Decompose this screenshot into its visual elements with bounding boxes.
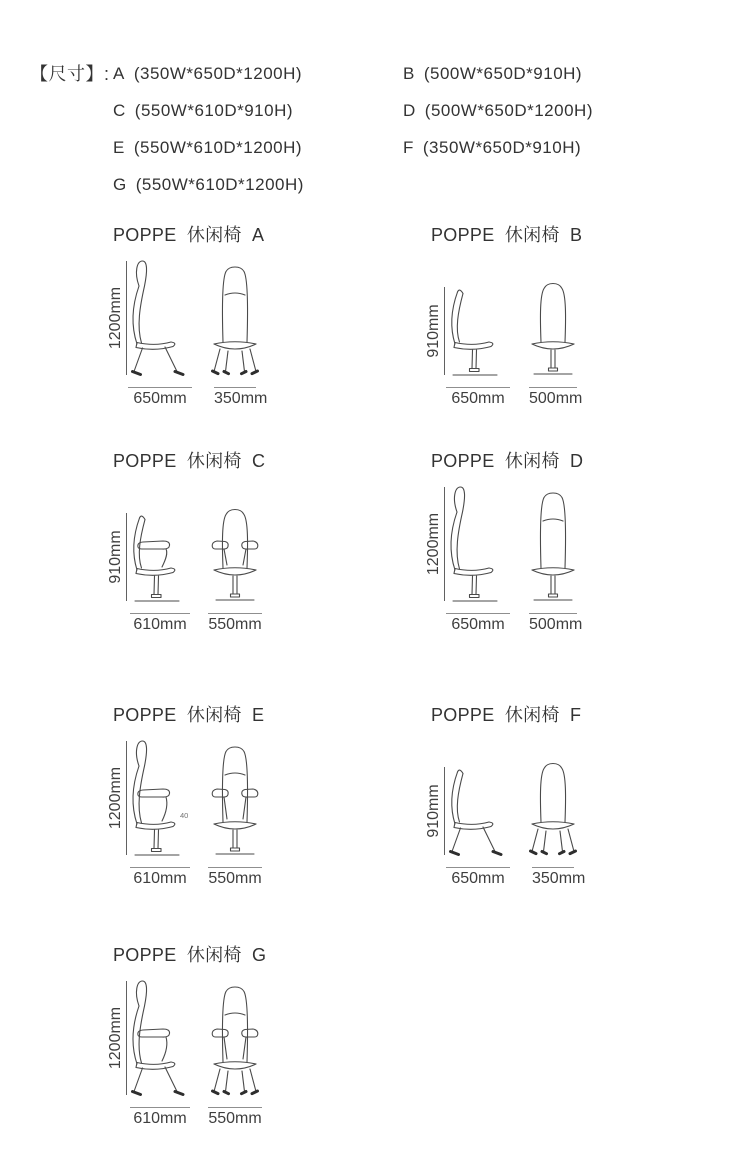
- size-header-prefix: 【尺寸】:: [30, 64, 110, 84]
- section-title: POPPE 休闲椅 B: [431, 225, 583, 245]
- size-dimensions: (350W*650D*1200H): [133, 64, 303, 83]
- size-dimensions: (550W*610D*1200H): [135, 175, 304, 194]
- chair-drawing: [425, 484, 661, 610]
- chair-section-c: [107, 450, 343, 639]
- width-dimensions: [431, 387, 661, 413]
- width-dimension-label: 350mm: [532, 867, 574, 888]
- chair-side-view: [445, 738, 511, 864]
- chair-drawing: [107, 738, 343, 864]
- section-title: POPPE 休闲椅 A: [113, 225, 265, 245]
- size-item-b: [403, 62, 582, 86]
- size-dimensions: (350W*650D*910H): [422, 138, 582, 157]
- height-dimension: [107, 738, 127, 864]
- depth-dimension-label: 650mm: [446, 867, 510, 888]
- depth-dimension-label: 650mm: [446, 387, 510, 408]
- chair-side-view: [445, 484, 511, 610]
- chair-section-d: [425, 450, 661, 639]
- chair-side-view: [127, 978, 193, 1104]
- chair-front-view: [529, 738, 577, 864]
- depth-dimension-label: 610mm: [130, 867, 190, 888]
- chair-front-view: [529, 484, 577, 610]
- size-item-f: [403, 136, 581, 160]
- width-dimensions: [113, 387, 343, 413]
- chair-drawing: [107, 258, 343, 384]
- chair-drawing: [107, 978, 343, 1104]
- width-dimensions: [113, 1107, 343, 1133]
- height-dimension-line: [126, 741, 127, 855]
- height-dimension-line: [444, 287, 445, 375]
- size-item-a: [113, 62, 302, 86]
- chair-drawing: [425, 738, 661, 864]
- size-letter: A: [113, 64, 125, 83]
- width-dimensions: [113, 613, 343, 639]
- section-title: POPPE 休闲椅 F: [431, 705, 582, 725]
- height-dimension-label: 910mm: [425, 784, 442, 838]
- size-spec-header: [0, 62, 750, 212]
- chair-section-f: [425, 704, 661, 893]
- chair-front-view: [211, 738, 259, 864]
- height-dimension: [425, 258, 445, 384]
- size-letter: C: [113, 101, 126, 120]
- size-item-e: [113, 136, 302, 160]
- size-letter: B: [403, 64, 415, 83]
- depth-dimension-label: 610mm: [130, 613, 190, 634]
- size-item-g: [113, 173, 304, 197]
- size-dimensions: (550W*610D*910H): [134, 101, 294, 120]
- height-dimension-label: 1200mm: [107, 286, 124, 350]
- height-dimension: [107, 484, 127, 610]
- section-title: POPPE 休闲椅 D: [431, 451, 584, 471]
- chair-side-view: [127, 738, 193, 864]
- section-title: POPPE 休闲椅 C: [113, 451, 266, 471]
- chair-section-b: [425, 224, 661, 413]
- chair-front-view: [211, 978, 259, 1104]
- size-dimensions: (500W*650D*1200H): [424, 101, 593, 120]
- chair-drawing: [425, 258, 661, 384]
- height-dimension-line: [444, 767, 445, 855]
- height-dimension-label: 1200mm: [425, 512, 442, 576]
- height-dimension-label: 910mm: [425, 304, 442, 358]
- width-dimension-label: 350mm: [214, 387, 256, 408]
- height-dimension: [107, 978, 127, 1104]
- height-dimension: [107, 258, 127, 384]
- chair-front-view: [529, 258, 577, 384]
- section-title: POPPE 休闲椅 G: [113, 945, 267, 965]
- width-dimension-label: 550mm: [208, 1107, 262, 1128]
- height-dimension-line: [126, 981, 127, 1095]
- height-dimension: [425, 738, 445, 864]
- height-dimension-label: 1200mm: [107, 766, 124, 830]
- width-dimension-label: 550mm: [208, 867, 262, 888]
- height-dimension-line: [444, 487, 445, 601]
- height-dimension: [425, 484, 445, 610]
- size-letter: E: [113, 138, 125, 157]
- chair-section-g: [107, 944, 343, 1133]
- seat-annotation: 40: [180, 811, 189, 820]
- section-title: POPPE 休闲椅 E: [113, 705, 265, 725]
- chair-side-view: [445, 258, 511, 384]
- size-letter: F: [403, 138, 414, 157]
- height-dimension-label: 910mm: [107, 530, 124, 584]
- depth-dimension-label: 610mm: [130, 1107, 190, 1128]
- depth-dimension-label: 650mm: [446, 613, 510, 634]
- size-item-c: [113, 99, 293, 123]
- size-dimensions: (500W*650D*910H): [423, 64, 583, 83]
- width-dimension-label: 500mm: [529, 387, 577, 408]
- width-dimension-label: 550mm: [208, 613, 262, 634]
- chair-front-view: [211, 484, 259, 610]
- height-dimension-label: 1200mm: [107, 1006, 124, 1070]
- size-letter: G: [113, 175, 127, 194]
- size-letter: D: [403, 101, 416, 120]
- chair-side-view: [127, 484, 193, 610]
- size-item-d: [403, 99, 593, 123]
- height-dimension-line: [126, 261, 127, 375]
- depth-dimension-label: 650mm: [128, 387, 192, 408]
- chair-front-view: [211, 258, 259, 384]
- size-dimensions: (550W*610D*1200H): [133, 138, 303, 157]
- chair-side-view: [127, 258, 193, 384]
- width-dimensions: [113, 867, 343, 893]
- chair-drawing: [107, 484, 343, 610]
- width-dimensions: [431, 613, 661, 639]
- chair-section-a: [107, 224, 343, 413]
- width-dimension-label: 500mm: [529, 613, 577, 634]
- chair-section-e: [107, 704, 343, 893]
- height-dimension-line: [126, 513, 127, 601]
- width-dimensions: [431, 867, 661, 893]
